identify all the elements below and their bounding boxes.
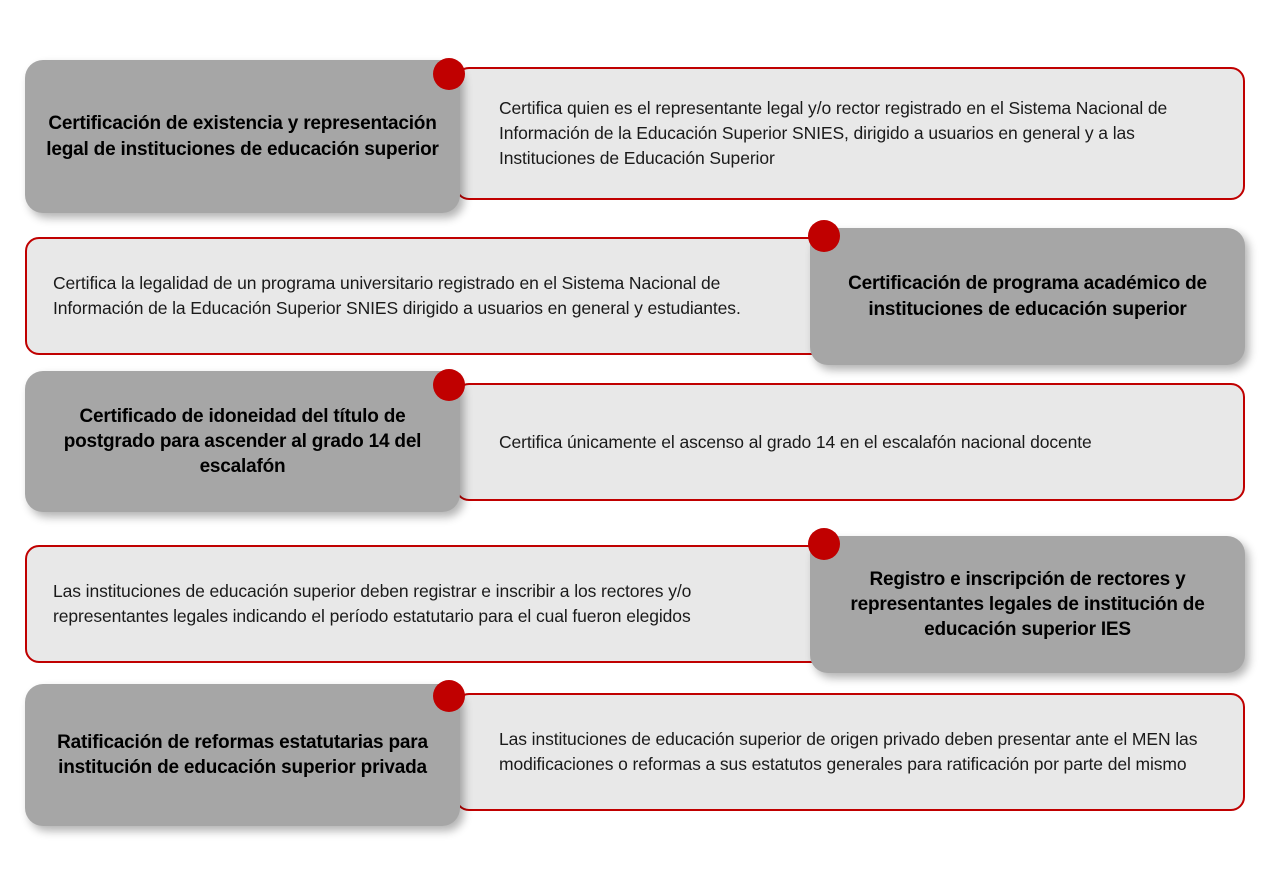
description-box-4 [25,545,825,663]
title-box-1[interactable] [25,60,460,213]
title-text-5: Ratificación de reformas estatutarias para institución de educación superior privada [57,731,428,778]
title-text-4: Registro e inscripción de rectores y representantes legales de institución de educación superior IES [850,568,1205,641]
title-text-3: Certificado de idoneidad del título de postgrado para ascender al grado 14 del escalafón [63,405,422,478]
description-text-5: Las instituciones de educación superior de origen privado deben presentar ante el MEN las modificaciones o reformas a sus estatutos generales para ratificación por parte del mismo [499,729,1198,774]
title-box-5[interactable] [25,684,460,826]
description-box-2 [25,237,825,355]
description-box-5 [455,693,1245,811]
title-box-2[interactable] [810,228,1245,365]
description-text-1: Certifica quien es el representante legal y/o rector registrado en el Sistema Nacional de Información de la Educación Superior SNIES, dirigido a usuarios en general y a las Instituciones de Educación Superior [499,98,1168,168]
title-box-4[interactable] [810,536,1245,673]
title-box-3[interactable] [25,371,460,512]
red-dot-connector-icon-1 [433,58,465,90]
description-text-2: Certifica la legalidad de un programa universitario registrado en el Sistema Nacional de Información de la Educación Superior SNIES dirigido a usuarios en general y estudiantes. [53,273,741,318]
red-dot-connector-icon-3 [433,369,465,401]
description-box-1 [455,67,1245,200]
red-dot-connector-icon-5 [433,680,465,712]
red-dot-connector-icon-4 [808,528,840,560]
title-text-1: Certificación de existencia y representación legal de instituciones de educación superior [46,113,439,160]
description-box-3 [455,383,1245,501]
description-text-4: Las instituciones de educación superior deben registrar e inscribir a los rectores y/o representantes legales indicando el período estatutario para el cual fueron elegidos [53,581,692,626]
red-dot-connector-icon-2 [808,220,840,252]
title-text-2: Certificación de programa académico de instituciones de educación superior [848,273,1207,320]
description-text-3: Certifica únicamente el ascenso al grado 14 en el escalafón nacional docente [499,431,1092,452]
